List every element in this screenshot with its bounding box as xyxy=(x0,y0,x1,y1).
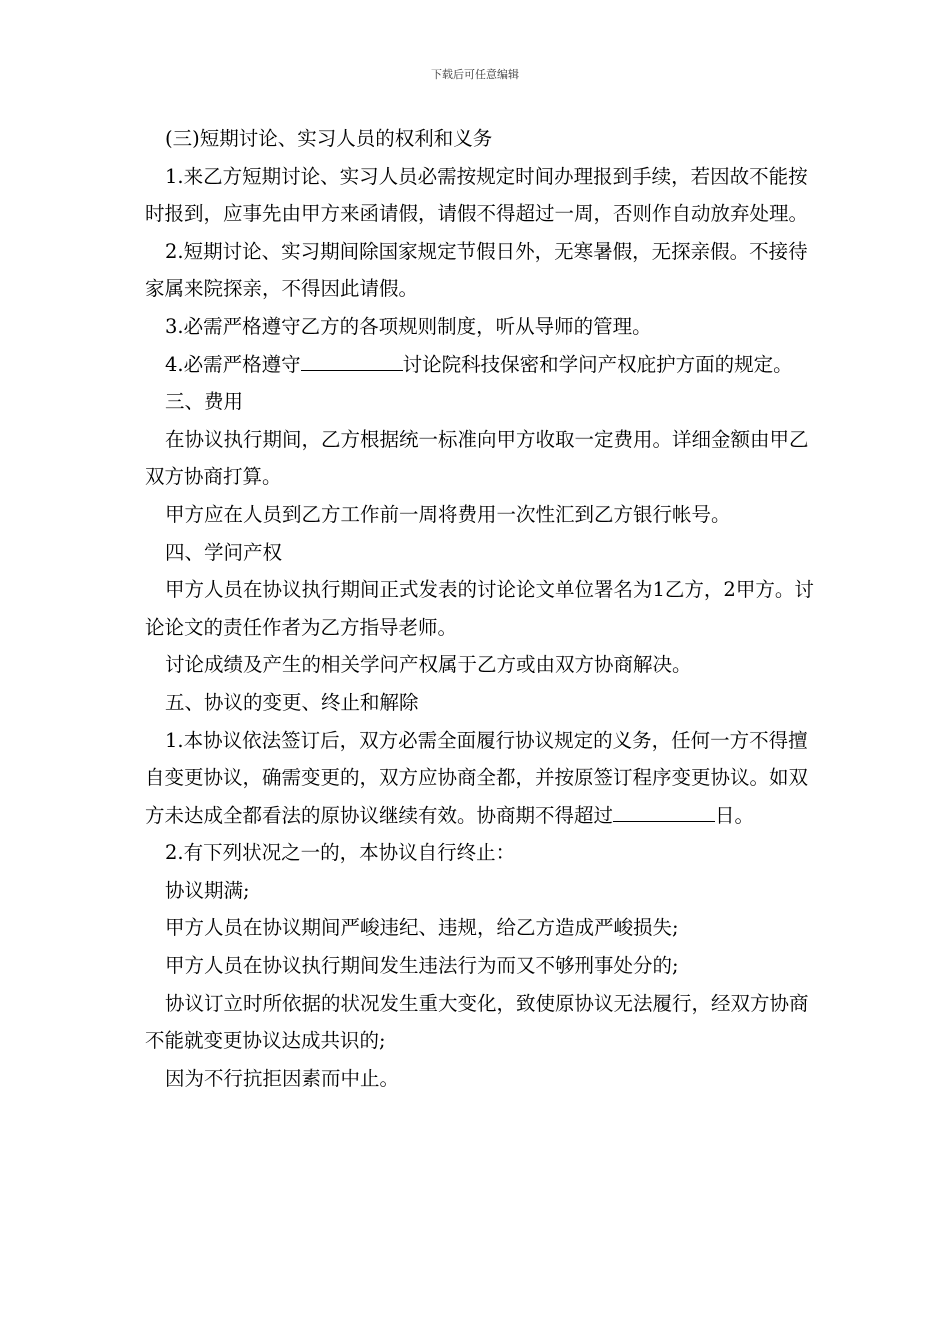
paragraph-termination-force-majeure: 因为不行抗拒因素而中止。 xyxy=(165,1066,400,1090)
paragraph-termination-illegal: 甲方人员在协议执行期间发生违法行为而又不够刑事处分的; xyxy=(165,954,679,978)
section-heading-rights-duties: (三)短期讨论、实习人员的权利和义务 xyxy=(165,127,493,150)
section-heading-ip: 四、学问产权 xyxy=(165,540,283,564)
blank-days xyxy=(613,803,715,822)
paragraph-termination-violation: 甲方人员在协议期间严峻违纪、违规，给乙方造成严峻损失; xyxy=(165,916,679,940)
paragraph-termination-change: 协议订立时所依据的状况发生重大变化，致使原协议无法履行，经双方协商不能就变更协议达成共识的; xyxy=(145,991,809,1053)
paragraph-ip-ownership: 讨论成绩及产生的相关学问产权属于乙方或由双方协商解决。 xyxy=(165,653,692,677)
paragraph-termination-expiry: 协议期满; xyxy=(165,878,250,902)
section-heading-fees: 三、费用 xyxy=(165,390,244,414)
paragraph-confidentiality-after: 讨论院科技保密和学问产权庇护方面的规定。 xyxy=(402,352,793,376)
blank-institute-name xyxy=(301,352,403,371)
paragraph-holidays: 2.短期讨论、实习期间除国家规定节假日外，无寒暑假，无探亲假。不接待家属来院探亲，不得因此请假。 xyxy=(145,239,808,301)
paragraph-termination-intro: 2.有下列状况之一的，本协议自行终止： xyxy=(165,841,516,865)
document-body xyxy=(145,120,817,1097)
section-heading-changes: 五、协议的变更、终止和解除 xyxy=(165,690,419,714)
paragraph-confidentiality xyxy=(145,346,817,384)
page-header-note: 下载后可任意编辑 xyxy=(431,68,519,81)
paragraph-change-procedure xyxy=(145,722,817,835)
paragraph-registration: 1.来乙方短期讨论、实习人员必需按规定时间办理报到手续，若因故不能按时报到，应事先由甲方来函请假，请假不得超过一周，否则作自动放弃处理。 xyxy=(145,164,809,226)
paragraph-ip-authorship: 甲方人员在协议执行期间正式发表的讨论论文单位署名为1乙方，2甲方。讨论论文的责任作者为乙方指导老师。 xyxy=(145,578,814,639)
paragraph-change-after: 日。 xyxy=(715,803,755,827)
paragraph-fee-payment: 甲方应在人员到乙方工作前一周将费用一次性汇到乙方银行帐号。 xyxy=(165,502,731,526)
paragraph-rules: 3.必需严格遵守乙方的各项规则制度，听从导师的管理。 xyxy=(165,314,652,338)
paragraph-confidentiality-before: 4.必需严格遵守 xyxy=(165,352,301,376)
paragraph-change-before: 1.本协议依法签订后，双方必需全面履行协议规定的义务，任何一方不得擅自变更协议，确需变更的，双方应协商全都，并按原签订程序变更协议。如双方未达成全都看法的原协议继续有效。协商期不得超过 xyxy=(145,728,809,827)
paragraph-fee-standard: 在协议执行期间，乙方根据统一标准向甲方收取一定费用。详细金额由甲乙双方协商打算。 xyxy=(145,427,809,489)
